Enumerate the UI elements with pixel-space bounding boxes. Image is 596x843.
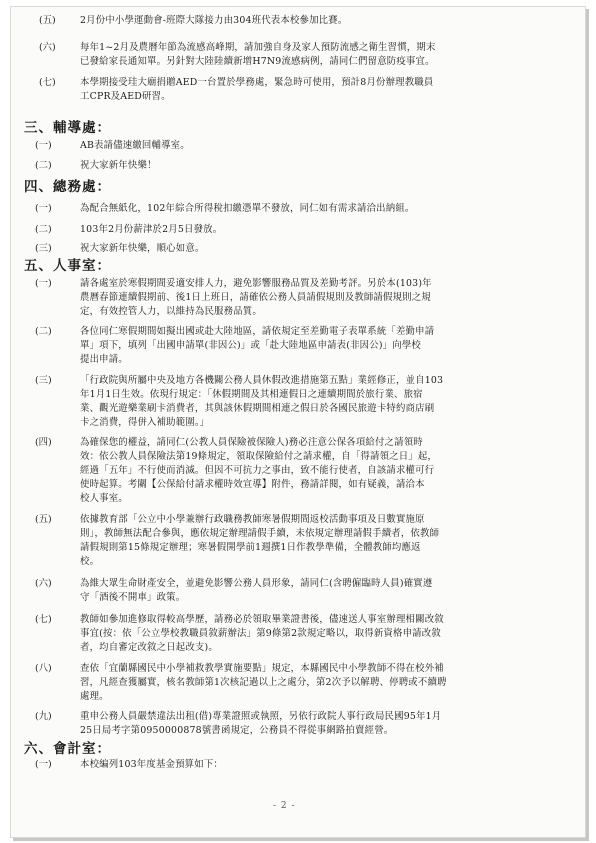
document-page bbox=[10, 6, 586, 838]
item-text-line: 效：依公教人員保險法第19條規定，領取保險給付之請求權，自「得請領之日」起， bbox=[80, 451, 438, 462]
item-text-line: 農曆春節連續假期前、後1日上班日，請確依公務人員請假規則及教師請假規則之規 bbox=[80, 292, 431, 303]
item-number: (六) bbox=[39, 42, 56, 53]
item-text-line: 每年1~2月及農曆年節為流感高峰期，請加強自身及家人預防流感之衛生習慣，期末 bbox=[80, 42, 436, 53]
item-number: (五) bbox=[39, 15, 56, 26]
item-text-line: 各位同仁寒假期間如擬出國或赴大陸地區，請依規定至差勤電子表單系統「差勤申請 bbox=[80, 326, 435, 337]
item-text-line: 工CPR及AED研習。 bbox=[80, 91, 171, 102]
item-text-line: 103年2月份薪津於2月5日發放。 bbox=[80, 224, 223, 235]
item-text-line: 提出申請。 bbox=[80, 354, 128, 365]
item-text-line: 本校編列103年度基金預算如下： bbox=[80, 759, 223, 770]
item-text-line: 習，凡經查獲屬實，核名教師第1次核記過以上之處分，第2次予以解聘、停聘或不續聘 bbox=[80, 677, 447, 688]
item-number: (四) bbox=[35, 437, 52, 448]
section-heading: 五、人事室： bbox=[24, 258, 111, 274]
item-number: (一) bbox=[35, 278, 52, 289]
item-number: (一) bbox=[35, 140, 52, 151]
item-text-line: 處理。 bbox=[80, 691, 109, 702]
item-text-line: 年1月1日生效。依現行規定：「休假期間及其相連假日之連續期間於旅行業、旅宿 bbox=[80, 389, 423, 400]
item-number: (三) bbox=[35, 375, 52, 386]
item-text-line: 校。 bbox=[80, 556, 100, 567]
item-text-line: 則」，教師無法配合參與，應依規定辦理請假手續，未依規定辦理請假手續者，依教師 bbox=[80, 528, 440, 539]
item-number: (八) bbox=[35, 663, 52, 674]
item-text-line: 為維大眾生命財產安全，並避免影響公務人員形象，請同仁(含聘僱臨時人員)確實遵 bbox=[80, 578, 433, 589]
item-text-line: 25日局考字第0950000878號書函規定，公務員不得從事網路拍賣經營。 bbox=[80, 725, 394, 736]
section-heading: 六、會計室： bbox=[24, 741, 111, 757]
page-number: - 2 - bbox=[273, 801, 296, 811]
item-text-line: 為確保您的權益，請同仁(公教人員保險被保險人)務必注意公保各項給付之請領時 bbox=[80, 437, 423, 448]
item-number: (一) bbox=[35, 203, 52, 214]
item-text-line: AB表請儘速繳回輔導室。 bbox=[80, 140, 190, 151]
item-text-line: 已發給家長通知單。另針對大陸陸續新增H7N9流感病例，請同仁們留意防疫事宜。 bbox=[80, 56, 435, 67]
item-number: (三) bbox=[35, 243, 52, 254]
item-text-line: 單」項下，填列「出國申請單(非因公)」或「赴大陸地區申請表(非因公)」向學校 bbox=[80, 340, 421, 351]
item-text-line: 教師如參加進修取得較高學歷，請務必於領取畢業證書後，儘速送人事室辦理相關改敘 bbox=[80, 614, 444, 625]
item-text-line: 依據教育部「公立中小學兼辦行政職務教師寒暑假期間返校活動事項及日數實施原 bbox=[80, 514, 425, 525]
item-text-line: 重申公務人員嚴禁違法出租(借)專業證照或執照，另依行政院人事行政局民國95年1月 bbox=[80, 711, 442, 722]
item-text-line: 祝大家新年快樂，順心如意。 bbox=[80, 243, 205, 254]
section-heading: 四、總務處： bbox=[24, 179, 111, 195]
item-number: (二) bbox=[35, 160, 52, 171]
item-text-line: 使時起算。考關【公保給付請求權時效宣導】附件，務請詳閱，如有疑義，請洽本 bbox=[80, 479, 425, 490]
item-text-line: 定，有效控管人力，以維持為民服務品質。 bbox=[80, 306, 262, 317]
item-text-line: 本學期接受珪大廟捐贈AED一台置於學務處，緊急時可使用，預計8月份辦理教職員 bbox=[80, 77, 434, 88]
item-text-line: 者，均自審定改敘之日起改支)。 bbox=[80, 642, 218, 653]
section-heading: 三、輔導處： bbox=[24, 120, 111, 136]
item-text-line: 請各處室於寒假期間妥適安排人力，避免影響服務品質及差勤考評。另於本(103)年 bbox=[80, 278, 432, 289]
item-number: (六) bbox=[35, 578, 52, 589]
item-number: (二) bbox=[35, 326, 52, 337]
item-number: (七) bbox=[35, 614, 52, 625]
item-text-line: 卡之消費，得併入補助範圍。」 bbox=[80, 417, 210, 428]
item-text-line: 2月份中小學運動會-班際大隊接力由304班代表本校參加比賽。 bbox=[80, 15, 348, 26]
item-text-line: 守「酒後不開車」政策。 bbox=[80, 592, 186, 603]
item-text-line: 業、觀光遊樂業刷卡消費者，其與該休假期間相連之假日於各國民旅遊卡特約商店刷 bbox=[80, 403, 435, 414]
item-text-line: 為配合無紙化，102年綜合所得稅扣繳憑單不發放，同仁如有需求請洽出納組。 bbox=[80, 203, 415, 214]
item-text-line: 事宜(按：依「公立學校教職員敘薪辦法」第9條第2款規定略以，取得新資格申請改敘 bbox=[80, 628, 441, 639]
item-text-line: 祝大家新年快樂！ bbox=[80, 160, 157, 171]
item-number: (九) bbox=[35, 711, 52, 722]
item-number: (七) bbox=[39, 77, 56, 88]
item-text-line: 請假規則第15條規定辦理；寒暑假開學前1週撰1日作教學準備，全體教師均應返 bbox=[80, 542, 421, 553]
item-text-line: 經過「五年」不行使而消滅。但因不可抗力之事由，致不能行使者，自該請求權可行 bbox=[80, 465, 435, 476]
item-number: (二) bbox=[35, 224, 52, 235]
item-number: (五) bbox=[35, 514, 52, 525]
item-number: (一) bbox=[35, 759, 52, 770]
item-text-line: 校人事室。 bbox=[80, 493, 128, 504]
item-text-line: 「行政院與所屬中央及地方各機關公務人員休假改進措施第五點」業經修正，並自103 bbox=[80, 375, 444, 386]
item-text-line: 查依「宜蘭縣國民中小學補救教學實施要點」規定，本縣國民中小學教師不得在校外補 bbox=[80, 663, 444, 674]
